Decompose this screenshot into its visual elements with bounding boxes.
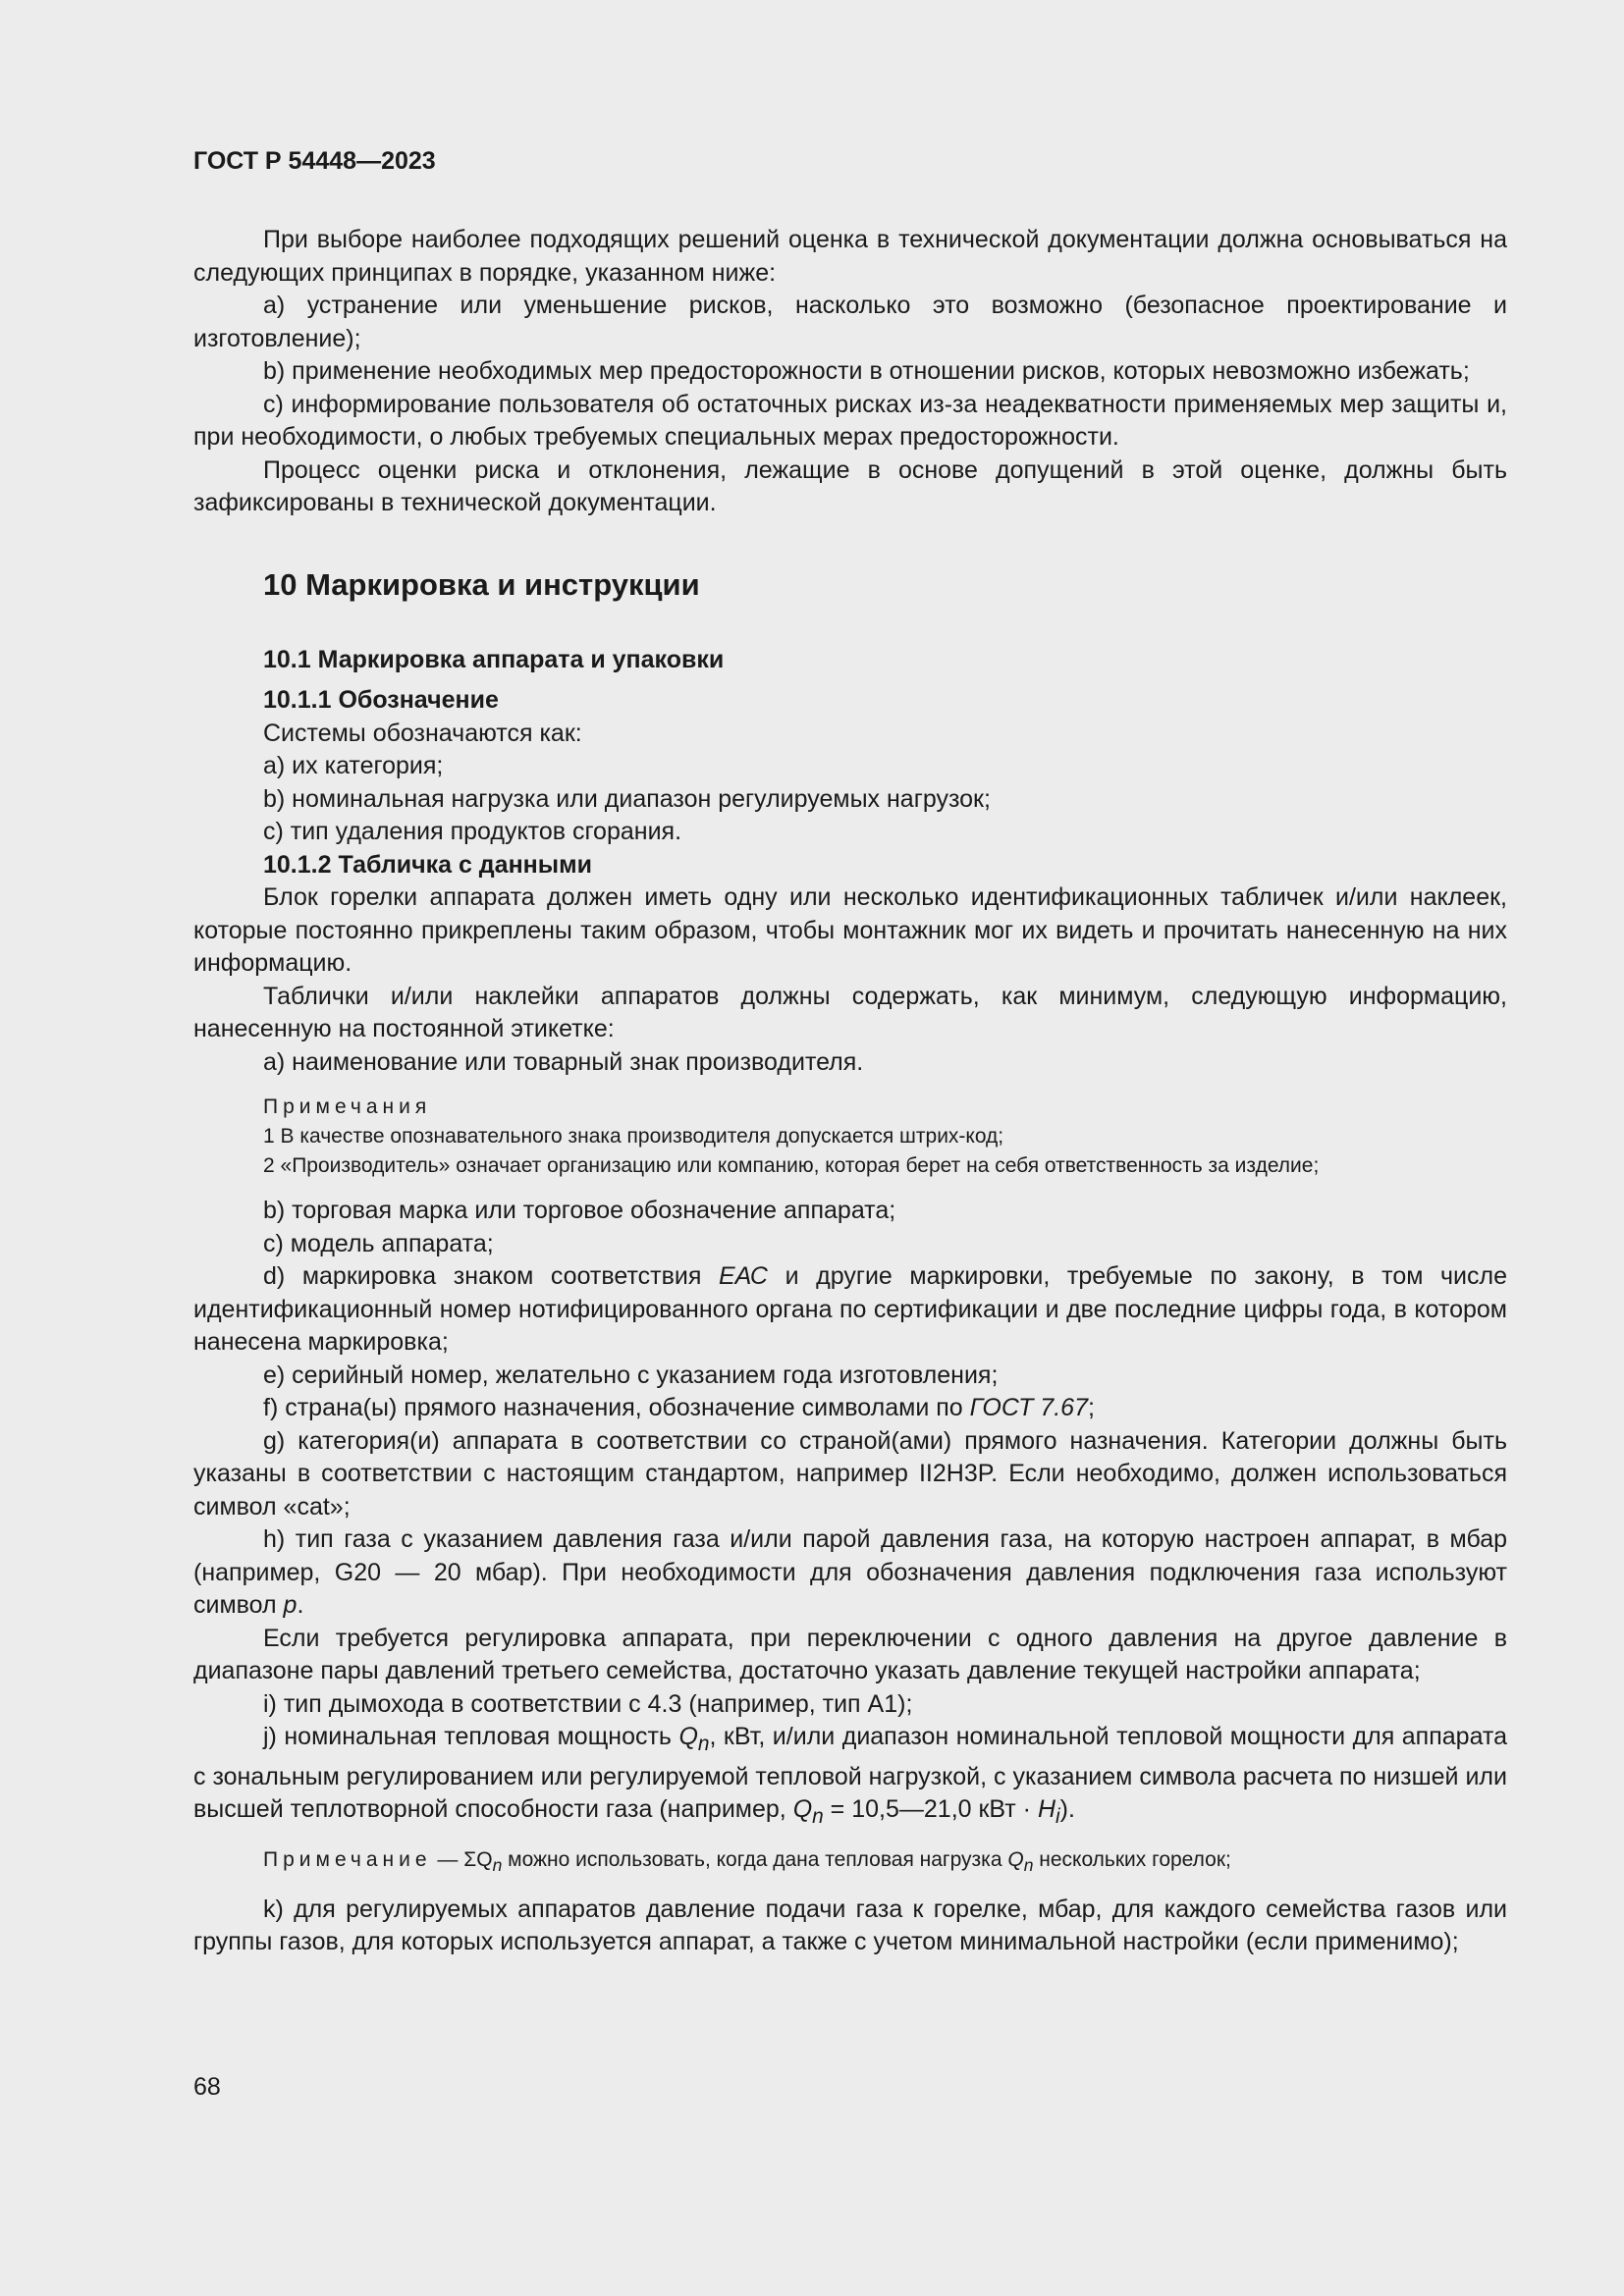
dataplate-item-i: i) тип дымохода в соответствии с 4.3 (например, тип А1); bbox=[263, 1689, 913, 1718]
intro-item-c: c) информирование пользователя об остаточных рисках из-за неадекватности применяемых мер защиты и, при необходимости, о любых требуемых специальных мерах предосторожности. bbox=[193, 390, 1507, 451]
note-1: 1 В качестве опознавательного знака производителя допускается штрих-код; bbox=[263, 1125, 1004, 1148]
dataplate-paragraph-1: Блок горелки аппарата должен иметь одну или несколько идентификационных табличек и/или наклеек, которые постоянно прикреплены таким образом, чтобы монтажник мог их видеть и прочитать нанесенную на них информацию. bbox=[193, 883, 1507, 977]
notes-title: Примечания bbox=[263, 1095, 432, 1118]
dataplate-item-e: e) серийный номер, желательно с указанием года изготовления; bbox=[263, 1361, 999, 1389]
section-10-1-heading: 10.1 Маркировка аппарата и упаковки bbox=[263, 645, 725, 673]
dataplate-paragraph-2: Таблички и/или наклейки аппаратов должны содержать, как минимум, следующую информацию, нанесенную на постоянной этикетке: bbox=[193, 982, 1507, 1042]
note-2: 2 «Производитель» означает организацию или компанию, которая берет на себя ответственность за изделие; bbox=[263, 1154, 1320, 1177]
designation-item-b: b) номинальная нагрузка или диапазон регулируемых нагрузок; bbox=[263, 784, 991, 813]
document-header: ГОСТ Р 54448—2023 bbox=[193, 147, 436, 175]
note-3: Примечание — $\Sigma Q_n$ можно использовать, когда дана тепловая нагрузка $Q_n$ нескольких горелок; bbox=[263, 1847, 1231, 1875]
designation-intro: Системы обозначаются как: bbox=[263, 719, 582, 747]
dataplate-item-h: h) тип газа с указанием давления газа и/или парой давления газа, на которую настроен аппарат, в мбар (например, G20 — 20 мбар). При необходимости для обозначения давления подключения газа используют символ p. bbox=[193, 1525, 1507, 1619]
dataplate-item-c: c) модель аппарата; bbox=[263, 1229, 494, 1257]
dataplate-item-a: a) наименование или товарный знак производителя. bbox=[263, 1047, 864, 1076]
dataplate-item-f: f) страна(ы) прямого назначения, обозначение символами по ГОСТ 7.67; bbox=[263, 1394, 1095, 1421]
intro-paragraph: При выборе наиболее подходящих решений оценка в технической документации должна основываться на следующих принципах в порядке, указанном ниже: bbox=[193, 226, 1507, 287]
section-10-1-2-heading: 10.1.2 Табличка с данными bbox=[263, 850, 592, 879]
dataplate-item-j: j) номинальная тепловая мощность $Q_n$, кВт, и/или диапазон номинальной тепловой мощности для аппарата с зональным регулированием или регулируемой тепловой нагрузкой, с указанием символа расчета по низшей или высшей теплотворной способности газа (например, $Q_n$ = 10,5—21,0 кВт · $H_i$). bbox=[193, 1723, 1507, 1828]
intro-item-a: a) устранение или уменьшение рисков, насколько это возможно (безопасное проектирование и изготовление); bbox=[193, 292, 1507, 352]
document-body bbox=[193, 224, 1507, 1959]
dataplate-item-b: b) торговая марка или торговое обозначение аппарата; bbox=[263, 1197, 896, 1224]
intro-paragraph-2: Процесс оценки риска и отклонения, лежащие в основе допущений в этой оценке, должны быть зафиксированы в технической документации. bbox=[193, 455, 1507, 516]
dataplate-item-k: k) для регулируемых аппаратов давление подачи газа к горелке, мбар, для каждого семейства газов или группы газов, для которых используется аппарат, а также с учетом минимальной настройки (если применимо); bbox=[193, 1895, 1507, 1956]
section-10-1-1-heading: 10.1.1 Обозначение bbox=[263, 686, 499, 714]
intro-item-b: b) применение необходимых мер предосторожности в отношении рисков, которых невозможно избежать; bbox=[263, 357, 1470, 385]
page-number: 68 bbox=[193, 2073, 221, 2101]
designation-item-c: c) тип удаления продуктов сгорания. bbox=[263, 818, 682, 845]
section-10-heading: 10 Маркировка и инструкции bbox=[263, 566, 700, 602]
designation-item-a: a) их категория; bbox=[263, 752, 444, 779]
dataplate-item-g: g) категория(и) аппарата в соответствии со страной(ами) прямого назначения. Категории должны быть указаны в соответствии с настоящим стандартом, например II2H3P. Если необходимо, должен использоваться символ «cat»; bbox=[193, 1426, 1507, 1521]
dataplate-item-d: d) маркировка знаком соответствия ЕАС и другие маркировки, требуемые по закону, в том числе идентификационный номер нотифицированного органа по сертификации и две последние цифры года, в котором нанесена маркировка; bbox=[193, 1262, 1507, 1356]
dataplate-paragraph-3: Если требуется регулировка аппарата, при переключении с одного давления на другое давление в диапазоне пары давлений третьего семейства, достаточно указать давление текущей настройки аппарата; bbox=[193, 1624, 1507, 1684]
